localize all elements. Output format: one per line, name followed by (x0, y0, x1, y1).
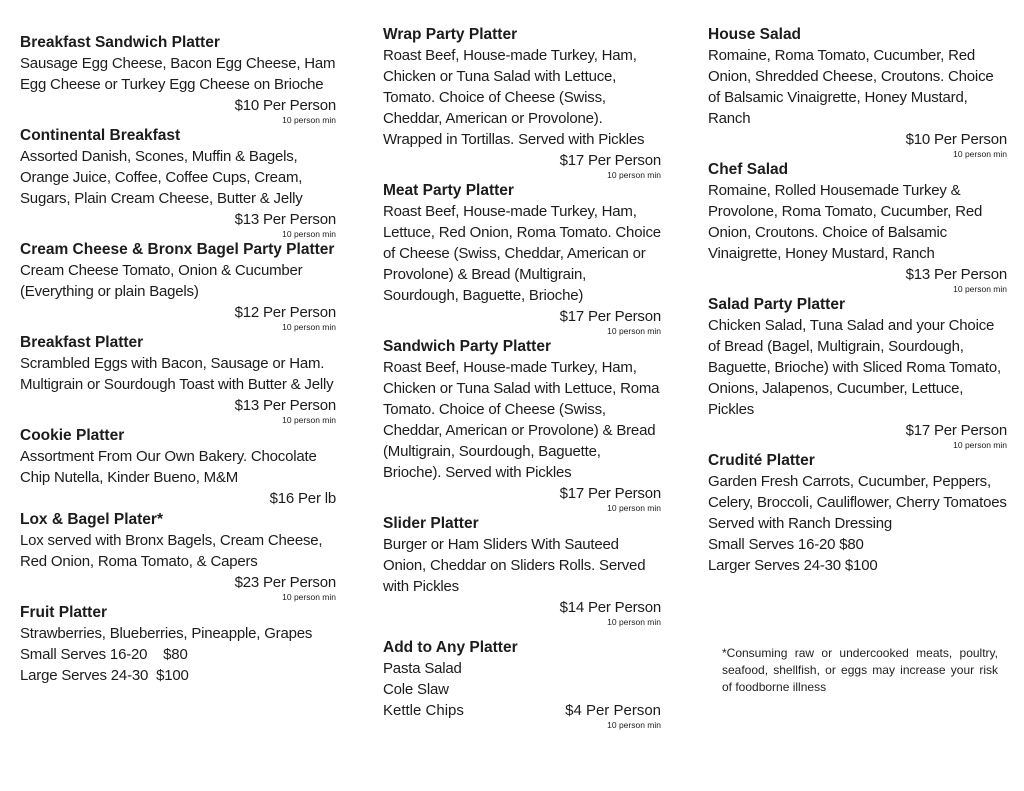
item-description: Romaine, Roma Tomato, Cucumber, Red Onion, Shredded Cheese, Croutons. Choice of Balsamic Vinaigrette, Honey Mustard, Ranch (708, 47, 994, 127)
item-price: $13 Per Person (905, 266, 1007, 283)
menu-item-cookie-platter (20, 425, 336, 509)
item-minimum: 10 person min (607, 617, 661, 627)
item-title: Chef Salad (708, 161, 789, 178)
item-title: Add to Any Platter (383, 639, 518, 656)
item-title: Breakfast Platter (20, 334, 144, 351)
item-price: $12 Per Person (234, 304, 336, 321)
menu-item-sandwich-party-platter (383, 336, 661, 513)
item-size-large: Larger Serves 24-30 $100 (708, 557, 878, 574)
menu-item-breakfast-sandwich-platter (20, 32, 336, 125)
item-minimum: 10 person min (953, 284, 1007, 294)
item-minimum: 10 person min (282, 322, 336, 332)
item-title: Fruit Platter (20, 604, 107, 621)
item-title: Crudité Platter (708, 452, 815, 469)
menu-item-chef-salad (708, 159, 1007, 294)
add-on-item: Cole Slaw (383, 681, 449, 698)
item-minimum: 10 person min (607, 503, 661, 513)
item-price: $17 Per Person (559, 308, 661, 325)
menu-item-add-to-any-platter (383, 637, 661, 730)
item-price: $17 Per Person (905, 422, 1007, 439)
item-description: Roast Beef, House-made Turkey, Ham, Chicken or Tuna Salad with Lettuce, Roma Tomato. Choice of Cheese (Swiss, Cheddar, American or Provolone) & Bread (Multigrain, Sourdough, Baguette, Brioche). Served with Pickles (383, 359, 660, 481)
item-description: Roast Beef, House-made Turkey, Ham, Lettuce, Red Onion, Roma Tomato. Choice of Cheese (Swiss, Cheddar, American or Provolone) & Bread (Multigrain, Sourdough, Baguette, Brioche) (383, 203, 661, 304)
menu-item-wrap-party-platter (383, 24, 661, 180)
item-price: $14 Per Person (559, 599, 661, 616)
item-minimum: 10 person min (953, 440, 1007, 450)
item-description: Strawberries, Blueberries, Pineapple, Grapes (20, 625, 313, 642)
item-title: Lox & Bagel Plater* (20, 511, 163, 528)
item-title: Breakfast Sandwich Platter (20, 34, 220, 51)
item-description: Assorted Danish, Scones, Muffin & Bagels, Orange Juice, Coffee, Coffee Cups, Cream, Sugars, Plain Cream Cheese, Butter & Jelly (20, 148, 303, 207)
add-on-row (383, 700, 661, 721)
item-minimum: 10 person min (282, 229, 336, 239)
item-minimum: 10 person min (607, 326, 661, 336)
item-minimum: 10 person min (282, 415, 336, 425)
item-title: House Salad (708, 26, 802, 43)
item-price: $23 Per Person (234, 574, 336, 591)
menu-item-cream-cheese-bagel-platter (20, 239, 336, 332)
item-minimum: 10 person min (607, 170, 661, 180)
menu-item-salad-party-platter (708, 294, 1007, 450)
menu-item-crudite-platter (708, 450, 1007, 576)
add-on-item: Pasta Salad (383, 660, 462, 677)
menu-item-continental-breakfast (20, 125, 336, 239)
menu-column-middle (383, 0, 661, 730)
item-title: Cookie Platter (20, 427, 125, 444)
item-minimum: 10 person min (282, 115, 336, 125)
item-minimum: 10 person min (282, 592, 336, 602)
item-size-large: Large Serves 24-30 $100 (20, 667, 189, 684)
item-price: $17 Per Person (559, 485, 661, 502)
item-minimum: 10 person min (953, 149, 1007, 159)
item-title: Slider Platter (383, 515, 479, 532)
item-price: $17 Per Person (559, 152, 661, 169)
item-description: Roast Beef, House-made Turkey, Ham, Chicken or Tuna Salad with Lettuce, Tomato. Choice of Cheese (Swiss, Cheddar, American or Provolone). Wrapped in Tortillas. Served with Pickles (383, 47, 645, 148)
menu-item-fruit-platter (20, 602, 336, 686)
item-title: Wrap Party Platter (383, 26, 518, 43)
menu-item-slider-platter (383, 513, 661, 627)
item-description: Cream Cheese Tomato, Onion & Cucumber (Everything or plain Bagels) (20, 262, 303, 300)
menu-item-house-salad (708, 24, 1007, 159)
item-description: Sausage Egg Cheese, Bacon Egg Cheese, Ham Egg Cheese or Turkey Egg Cheese on Brioche (20, 55, 336, 93)
allergy-footnote: *Consuming raw or undercooked meats, poultry, seafood, shellfish, or eggs may increase your risk of foodborne illness (722, 646, 998, 694)
item-description: Scrambled Eggs with Bacon, Sausage or Ham. Multigrain or Sourdough Toast with Butter & Jelly (20, 355, 334, 393)
menu-item-meat-party-platter (383, 180, 661, 336)
menu-column-left (20, 0, 336, 686)
item-title: Meat Party Platter (383, 182, 514, 199)
item-size-small: Small Serves 16-20 $80 (20, 646, 188, 663)
item-title: Sandwich Party Platter (383, 338, 551, 355)
item-minimum: 10 person min (607, 720, 661, 730)
item-description: Burger or Ham Sliders With Sauteed Onion, Cheddar on Sliders Rolls. Served with Pickles (383, 536, 646, 595)
menu-item-breakfast-platter (20, 332, 336, 425)
item-description: Assortment From Our Own Bakery. Chocolate Chip Nutella, Kinder Bueno, M&M (20, 448, 317, 486)
item-description: Chicken Salad, Tuna Salad and your Choice of Bread (Bagel, Multigrain, Sourdough, Baguette, Brioche) with Sliced Roma Tomato, Onions, Jalapenos, Cucumber, Lettuce, Pickles (708, 317, 1001, 418)
item-title: Continental Breakfast (20, 127, 181, 144)
item-price: $4 Per Person (565, 702, 661, 719)
item-price: $13 Per Person (234, 211, 336, 228)
item-description: Lox served with Bronx Bagels, Cream Cheese, Red Onion, Roma Tomato, & Capers (20, 532, 323, 570)
item-price: $16 Per lb (269, 490, 336, 507)
item-price: $13 Per Person (234, 397, 336, 414)
item-price: $10 Per Person (234, 97, 336, 114)
item-description: Romaine, Rolled Housemade Turkey & Provolone, Roma Tomato, Cucumber, Red Onion, Croutons. Choice of Balsamic Vinaigrette, Honey Mustard, Ranch (708, 182, 983, 262)
item-title: Cream Cheese & Bronx Bagel Party Platter (20, 241, 335, 258)
item-description: Garden Fresh Carrots, Cucumber, Peppers, Celery, Broccoli, Cauliflower, Cherry Tomatoes Served with Ranch Dressing (708, 473, 1007, 532)
add-on-item: Kettle Chips (383, 702, 464, 719)
item-title: Salad Party Platter (708, 296, 845, 313)
item-price: $10 Per Person (905, 131, 1007, 148)
menu-item-lox-bagel-platter (20, 509, 336, 602)
menu-column-right (708, 0, 1007, 576)
item-size-small: Small Serves 16-20 $80 (708, 536, 864, 553)
